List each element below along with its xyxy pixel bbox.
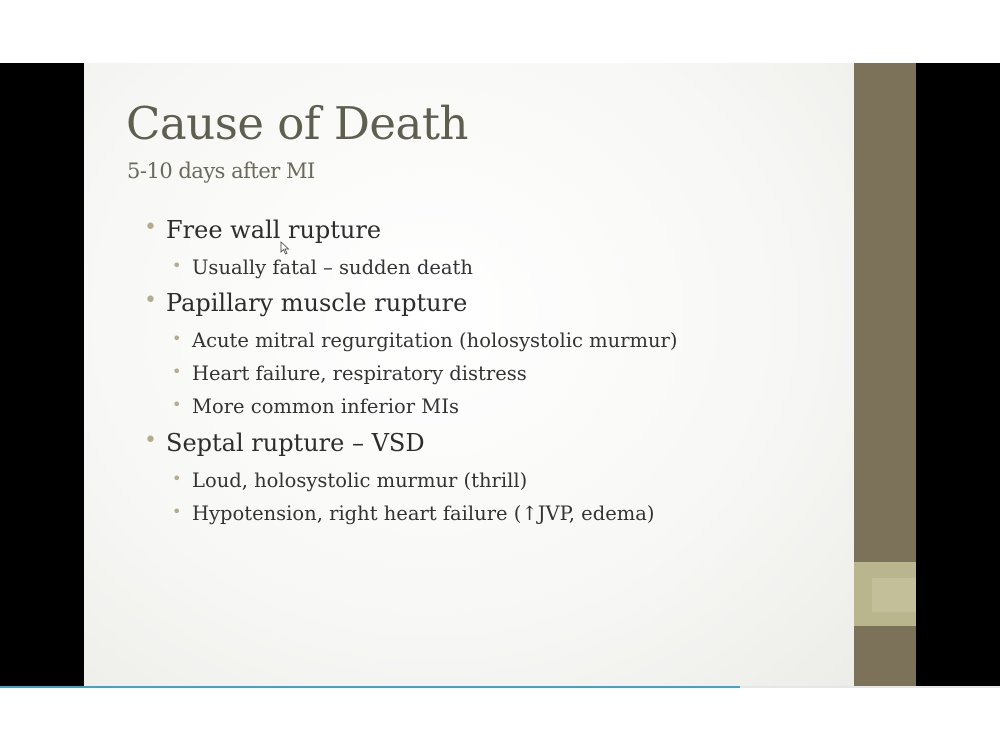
bullet-dot-icon: • <box>144 215 157 240</box>
slide <box>84 63 854 687</box>
sub-bullet-item <box>172 469 528 492</box>
slide-subtitle: 5-10 days after MI <box>127 159 315 183</box>
slide-title: Cause of Death <box>126 97 468 150</box>
bullet-text: Papillary muscle rupture <box>166 289 468 317</box>
bullet-text: Septal rupture – VSD <box>166 429 425 457</box>
video-progress-bar[interactable] <box>0 686 1000 688</box>
sub-bullet-item <box>172 395 459 418</box>
mouse-cursor-icon <box>280 241 290 255</box>
video-progress-fill <box>0 686 740 688</box>
bullet-dot-icon: • <box>172 502 182 521</box>
bullet-list <box>84 63 854 687</box>
bullet-dot-icon: • <box>172 395 182 414</box>
sub-bullet-text: Usually fatal – sudden death <box>192 256 473 279</box>
bullet-dot-icon: • <box>144 428 157 453</box>
slide-side-accent-inner <box>872 578 916 612</box>
bullet-item <box>144 288 468 317</box>
bullet-text: Free wall rupture <box>166 216 382 244</box>
bullet-item <box>144 215 382 244</box>
sub-bullet-item <box>172 329 678 352</box>
sub-bullet-text: Loud, holosystolic murmur (thrill) <box>192 469 528 492</box>
sub-bullet-text: Heart failure, respiratory distress <box>192 362 527 385</box>
sub-bullet-text: Acute mitral regurgitation (holosystolic murmur) <box>192 329 678 352</box>
bullet-item <box>144 428 425 457</box>
bullet-dot-icon: • <box>144 288 157 313</box>
bullet-dot-icon: • <box>172 469 182 488</box>
sub-bullet-text: More common inferior MIs <box>192 395 459 418</box>
sub-bullet-item <box>172 362 527 385</box>
sub-bullet-text: Hypotension, right heart failure (↑JVP, edema) <box>192 502 655 525</box>
sub-bullet-item <box>172 256 473 279</box>
bullet-dot-icon: • <box>172 329 182 348</box>
bullet-dot-icon: • <box>172 362 182 381</box>
sub-bullet-item <box>172 502 655 525</box>
bullet-dot-icon: • <box>172 256 182 275</box>
